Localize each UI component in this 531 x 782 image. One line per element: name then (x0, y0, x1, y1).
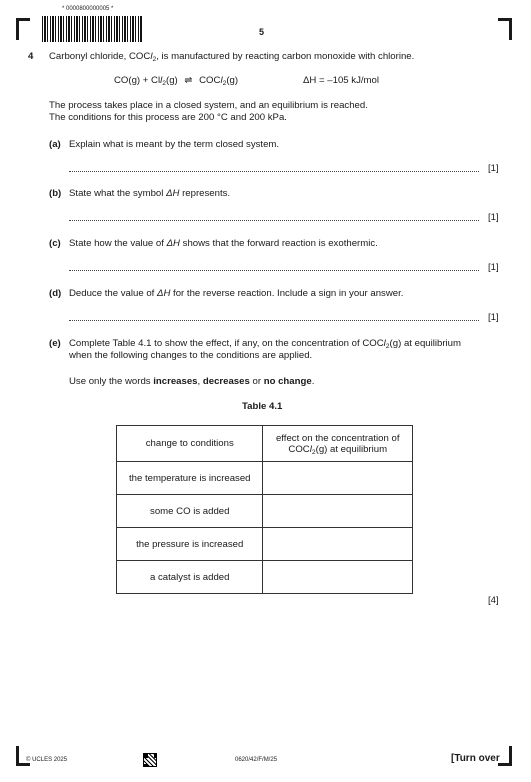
part-b-text: State what the symbol ΔH represents. (69, 188, 231, 199)
table-row (117, 528, 413, 561)
context-line-2: The conditions for this process are 200 °C and 200 kPa. (49, 112, 287, 123)
table-row-answer-cell[interactable] (263, 561, 413, 594)
question-intro: Carbonyl chloride, COCl$_2$, is manufactured by reacting carbon monoxide with chlorine. (49, 51, 415, 63)
corner-mark-top-left (16, 18, 30, 40)
part-e-text-line-2: when the following changes to the conditions are applied. (69, 350, 313, 361)
table-row (117, 462, 413, 495)
table-row (117, 561, 413, 594)
part-d-answer-line[interactable] (69, 320, 479, 321)
part-b-answer-line[interactable] (69, 220, 479, 221)
table-caption: Table 4.1 (242, 401, 283, 412)
table-row-condition: the temperature is increased (117, 462, 263, 495)
part-e-text-line-1: Complete Table 4.1 to show the effect, if any, on the concentration of COCl$_2$(g) at equilibrium (69, 338, 461, 350)
footer-paper-code: 0620/42/F/M/25 (235, 757, 278, 763)
footer-copyright: © UCLES 2025 (26, 757, 68, 763)
part-c-mark: [1] (488, 262, 499, 273)
part-d-mark: [1] (488, 312, 499, 323)
table-row-answer-cell[interactable] (263, 462, 413, 495)
context-line-1: The process takes place in a closed system, and an equilibrium is reached. (49, 100, 368, 111)
table-row-condition: the pressure is increased (117, 528, 263, 561)
table-row (117, 495, 413, 528)
part-d-label: (d) (49, 288, 62, 299)
part-c-text: State how the value of ΔH shows that the forward reaction is exothermic. (69, 238, 378, 249)
part-a-text: Explain what is meant by the term closed system. (69, 139, 280, 150)
table-4-1 (116, 425, 413, 594)
part-b-mark: [1] (488, 212, 499, 223)
table-row-answer-cell[interactable] (263, 495, 413, 528)
part-a-answer-line[interactable] (69, 171, 479, 172)
barcode-text: * 0000800000005 * (62, 6, 114, 12)
question-number: 4 (28, 51, 34, 62)
corner-mark-top-right (498, 18, 512, 40)
qr-code-icon (143, 753, 157, 767)
turn-over: [Turn over (451, 753, 500, 764)
table-header-effect: effect on the concentration of COCl$_2$(g) at equilibrium (263, 426, 413, 462)
equation: CO(g) + Cll$_2$(g) ⇌ COCl$_2$(g) (114, 75, 239, 87)
part-e-instruction: Use only the words increases, decreases or no change. (69, 376, 315, 387)
equilibrium-arrow-icon: ⇌ (184, 75, 193, 86)
part-c-answer-line[interactable] (69, 270, 479, 271)
part-e-mark: [4] (488, 595, 499, 606)
delta-h-value: ΔH = –105 kJ/mol (303, 75, 379, 86)
table-header-row (117, 426, 413, 462)
table-header-changes: change to conditions (117, 426, 263, 462)
barcode (42, 16, 142, 42)
part-e-label: (e) (49, 338, 61, 349)
part-b-label: (b) (49, 188, 62, 199)
part-c-label: (c) (49, 238, 61, 249)
table-row-condition: some CO is added (117, 495, 263, 528)
part-a-mark: [1] (488, 163, 499, 174)
table-row-answer-cell[interactable] (263, 528, 413, 561)
corner-mark-bottom-right (498, 746, 512, 766)
part-a-label: (a) (49, 139, 61, 150)
corner-mark-bottom-left (16, 746, 30, 766)
part-d-text: Deduce the value of ΔH for the reverse reaction. Include a sign in your answer. (69, 288, 404, 299)
page-number: 5 (259, 27, 265, 37)
table-row-condition: a catalyst is added (117, 561, 263, 594)
